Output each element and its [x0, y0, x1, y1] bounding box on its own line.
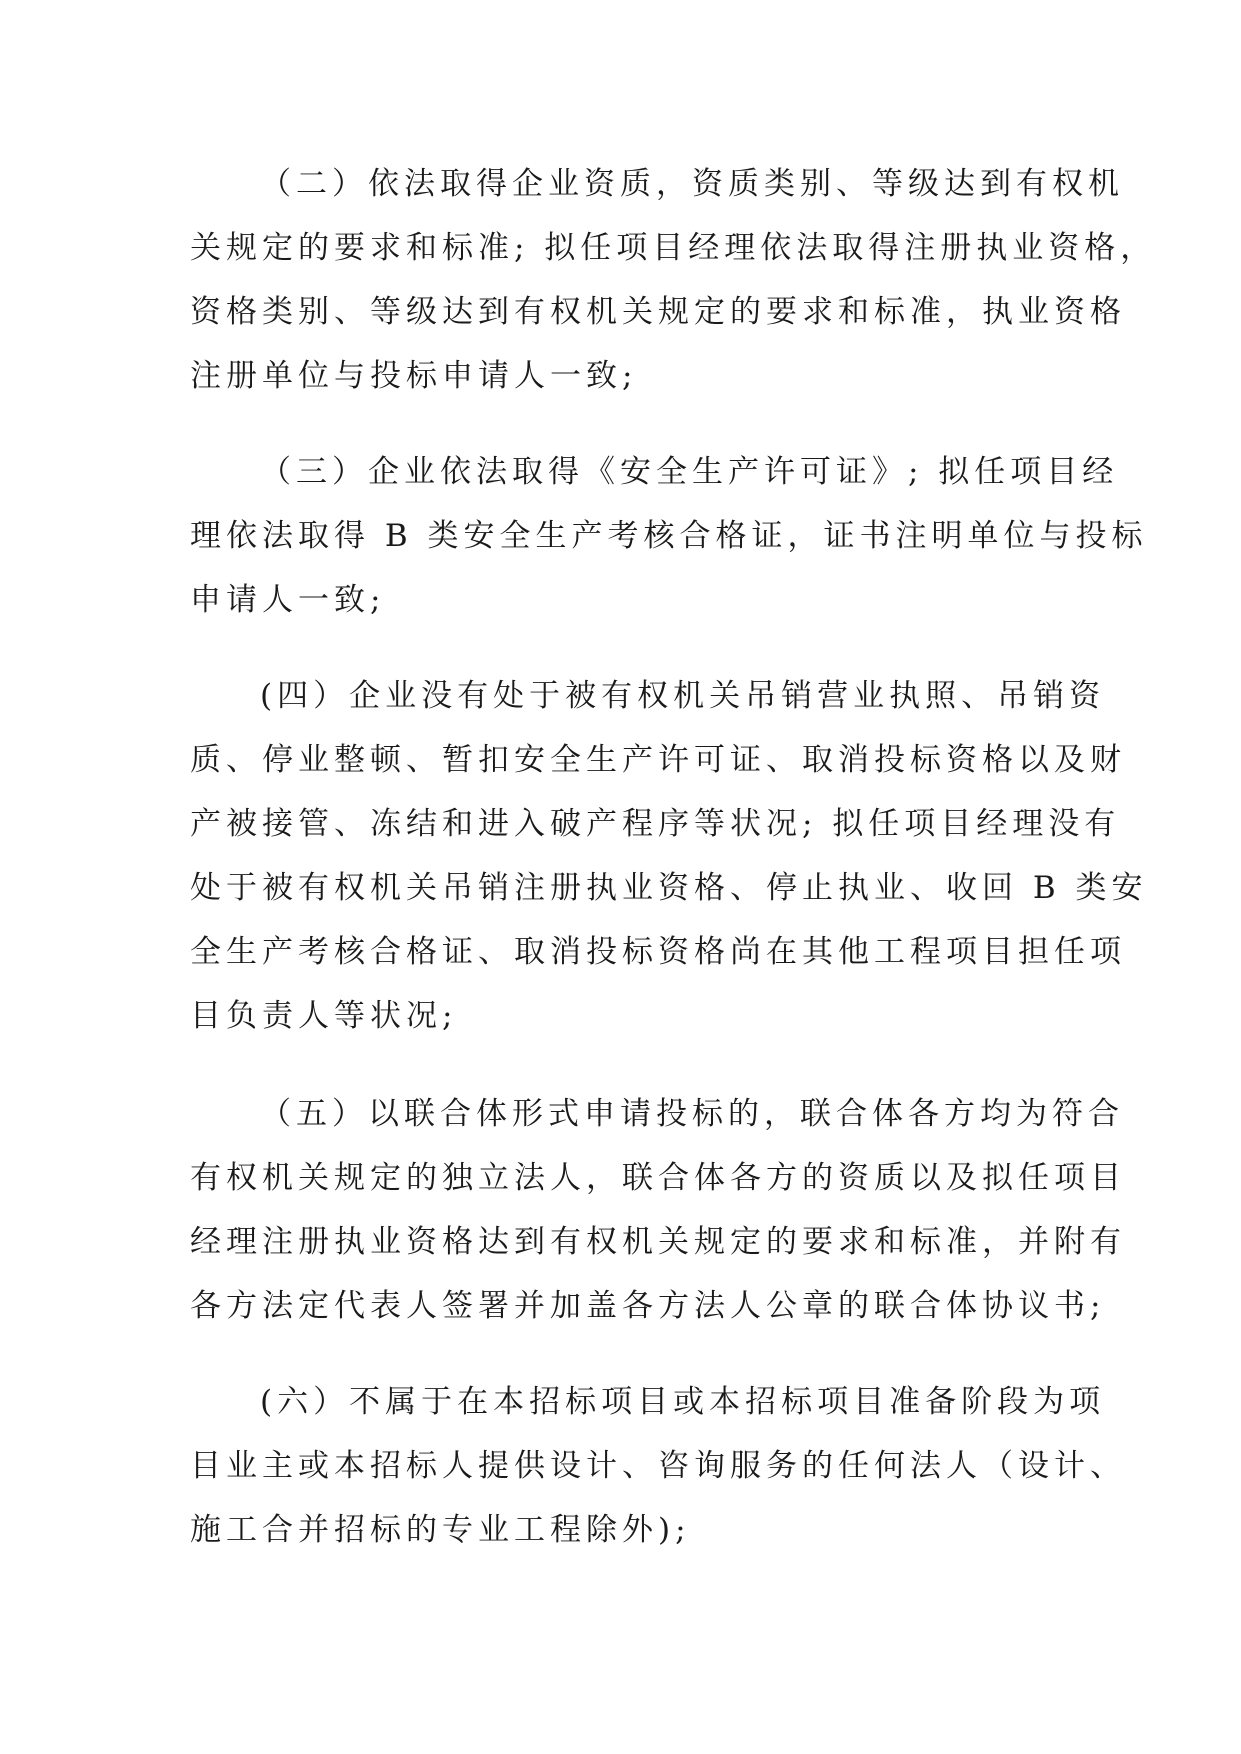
paragraph-line: （三）企业依法取得《安全生产许可证》; 拟任项目经: [260, 454, 1119, 490]
paragraph-line: 关规定的要求和标准; 拟任项目经理依法取得注册执业资格，: [190, 230, 1157, 266]
paragraph-line: (六）不属于在本招标项目或本招标项目准备阶段为项: [260, 1384, 1106, 1420]
paragraph-line: 目业主或本招标人提供设计、咨询服务的任何法人（设计、: [190, 1448, 1126, 1484]
paragraph-consortium: [190, 1082, 1126, 1338]
paragraph-line: （二）依法取得企业资质，资质类别、等级达到有权机: [260, 166, 1124, 202]
paragraph-no-revocation: [190, 664, 1148, 1048]
paragraph-line: 产被接管、冻结和进入破产程序等状况; 拟任项目经理没有: [190, 806, 1121, 842]
paragraph-line: (四）企业没有处于被有权机关吊销营业执照、吊销资: [260, 678, 1106, 714]
paragraph-qualification: [190, 152, 1157, 408]
paragraph-safety-license: [190, 440, 1148, 632]
paragraph-line: 目负责人等状况;: [190, 998, 458, 1034]
paragraph-line: （五）以联合体形式申请投标的，联合体各方均为符合: [260, 1096, 1124, 1132]
paragraph-line: 申请人一致;: [190, 582, 386, 618]
paragraph-line: 质、停业整顿、暂扣安全生产许可证、取消投标资格以及财: [190, 742, 1126, 778]
paragraph-line: 资格类别、等级达到有权机关规定的要求和标准，执业资格: [190, 294, 1126, 330]
paragraph-line: 全生产考核合格证、取消投标资格尚在其他工程项目担任项: [190, 934, 1126, 970]
paragraph-line: 理依法取得 B 类安全生产考核合格证，证书注明单位与投标: [190, 518, 1148, 554]
paragraph-line: 经理注册执业资格达到有权机关规定的要求和标准，并附有: [190, 1224, 1126, 1260]
paragraph-line: 注册单位与投标申请人一致;: [190, 358, 638, 394]
paragraph-line: 有权机关规定的独立法人，联合体各方的资质以及拟任项目: [190, 1160, 1126, 1196]
paragraph-conflict-of-interest: [190, 1370, 1126, 1562]
paragraph-line: 施工合并招标的专业工程除外);: [190, 1512, 691, 1548]
paragraph-line: 处于被有权机关吊销注册执业资格、停止执业、收回 B 类安: [190, 870, 1148, 906]
paragraph-line: 各方法定代表人签署并加盖各方法人公章的联合体协议书;: [190, 1288, 1106, 1324]
